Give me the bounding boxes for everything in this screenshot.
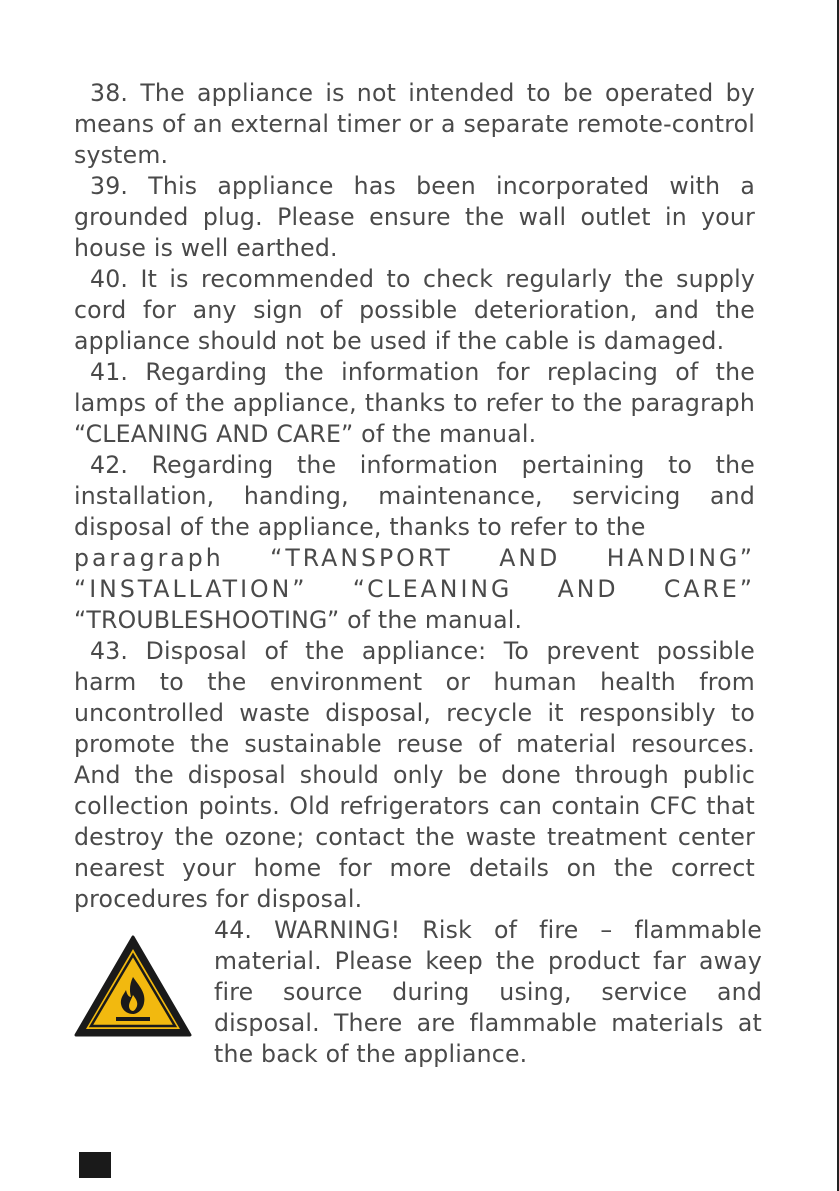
warning-block: [74, 915, 762, 1070]
page-marker: [79, 1152, 111, 1178]
safety-instructions: [74, 78, 762, 1070]
item-tail: “TROUBLESHOOTING” of the manual.: [74, 606, 523, 634]
item-spaced-line: paragraph “TRANSPORT AND HANDING”: [74, 544, 755, 572]
instruction-41: [74, 357, 755, 450]
item-text: Disposal of the appliance: To prevent possible harm to the environment or human health from uncontrolled waste disposal, recycle it responsibly to promote the sustainable reuse of material resources. And the disposal should only be done through public collection points. Old refrigerators can contain CFC that destroy the ozone; contact the waste treatment center nearest your home for more details on the correct procedures for disposal.: [74, 637, 756, 913]
warning-text: [214, 915, 762, 1070]
item-number: 38.: [90, 79, 129, 107]
item-text: Regarding the information pertaining to the installation, handing, maintenance, servicing and disposal of the appliance, thanks to refer to the: [74, 451, 755, 541]
item-number: 40.: [90, 265, 129, 293]
item-number: 42.: [90, 451, 129, 479]
item-number: 39.: [90, 172, 129, 200]
item-text: The appliance is not intended to be operated by means of an external timer or a separate remote-control system.: [74, 79, 755, 169]
instruction-39: [74, 171, 755, 264]
item-text: It is recommended to check regularly the supply cord for any sign of possible deterioration, and the appliance should not be used if the cable is damaged.: [74, 265, 755, 355]
instruction-40: [74, 264, 755, 357]
item-spaced-line: “INSTALLATION” “CLEANING AND CARE”: [74, 575, 755, 603]
instruction-42: [74, 450, 755, 636]
warning-message: WARNING! Risk of fire – flammable material. Please keep the product far away fire source during using, service and disposal. There are flammable materials at the back of the appliance.: [214, 916, 762, 1068]
item-text: This appliance has been incorporated with a grounded plug. Please ensure the wall outlet in your house is well earthed.: [74, 172, 755, 262]
item-number: 43.: [90, 637, 129, 665]
warning-number: 44.: [214, 916, 253, 944]
item-number: 41.: [90, 358, 129, 386]
instruction-38: [74, 78, 755, 171]
item-text: Regarding the information for replacing of the lamps of the appliance, thanks to refer to the paragraph “CLEANING AND CARE” of the manual.: [74, 358, 756, 448]
instruction-43: [74, 636, 755, 915]
flammable-warning-icon: [74, 935, 192, 1039]
